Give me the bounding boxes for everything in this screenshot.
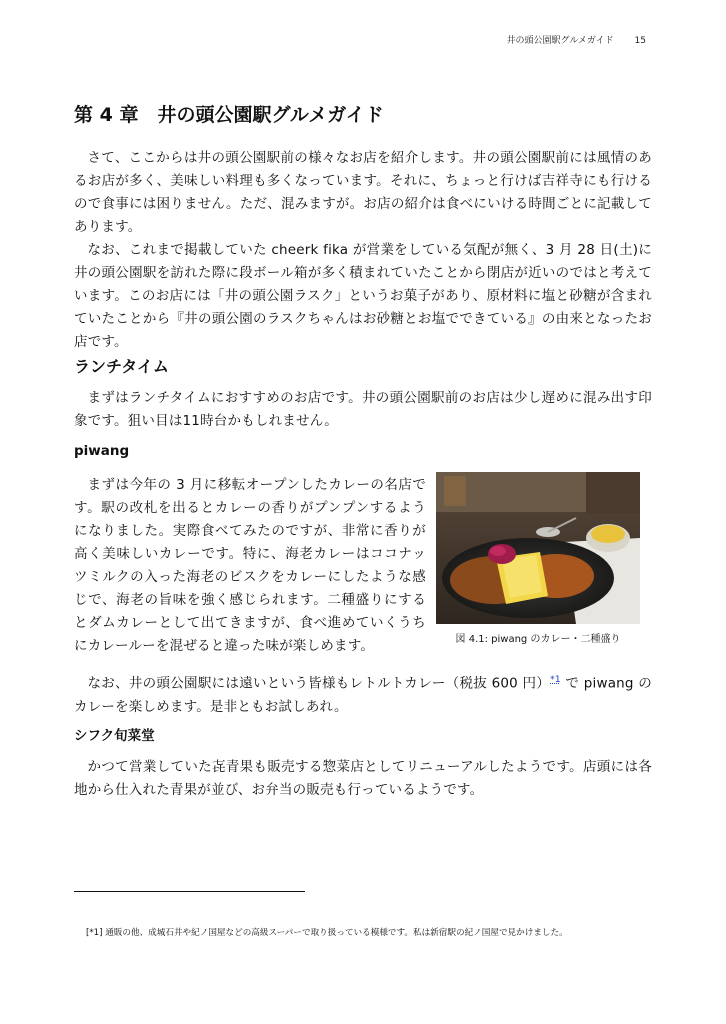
subsection-heading-piwang: piwang: [74, 443, 130, 459]
footnote-divider: [74, 891, 305, 892]
figure-piwang-curry: [436, 472, 640, 645]
piwang-paragraph-2-end: で piwang のカレーを楽しめます。是非ともお試しあれ。: [74, 675, 652, 715]
piwang-paragraph-2: [74, 669, 652, 719]
shifuku-paragraph: かつて営業していた㐂青果も販売する惣菜店としてリニューアルしたようです。店頭には各地から仕入れた青果が並び、お弁当の販売も行っているようです。: [74, 759, 652, 798]
intro-paragraph-2: なお、これまで掲載していた cheerk fika が営業をしている気配が無く、3 月 28 日(土)に井の頭公園駅を訪れた際に段ボール箱が多く積まれていたことから閉店が近いのではと考えています。このお店には「井の頭公園ラスク」というお菓子があり、原材料に塩と砂糖が含まれていたことから『井の頭公園のラスクちゃんはお砂糖とお塩でできている』の由来となったお店です。: [74, 242, 652, 350]
curry-photo: [436, 472, 640, 624]
chapter-title: 第 4 章 井の頭公園駅グルメガイド: [74, 104, 384, 126]
piwang-paragraph-2-start: なお、井の頭公園駅には遠いという皆様もレトルトカレー（税抜 600 円）: [87, 675, 551, 692]
figure-caption: 図 4.1: piwang のカレー・二種盛り: [455, 634, 621, 645]
running-header: [506, 33, 646, 46]
lunch-paragraph: まずはランチタイムにおすすめのお店です。井の頭公園駅前のお店は少し遅めに混み出す印象です。狙い目は11時台かもしれません。: [74, 390, 652, 429]
subsection-heading-shifuku: シフク旬菜堂: [74, 728, 155, 744]
footnote-1: [*1] 通販の他、成城石井や紀ノ国屋などの高級スーパーで取り扱っている模様です。私は新宿駅の紀ノ国屋で見かけました。: [86, 928, 568, 938]
running-header-title: 井の頭公園駅グルメガイド: [506, 36, 614, 46]
intro-paragraph-1: さて、ここからは井の頭公園駅前の様々なお店を紹介します。井の頭公園駅前には風情のあるお店が多く、美味しい料理も多くなっています。それに、ちょっと行けば吉祥寺にも行けるので食事には困りません。ただ、混みますが。お店の紹介は食べにいける時間ごとに記載してあります。: [74, 150, 652, 235]
section-heading-lunch: ランチタイム: [74, 357, 169, 376]
page-number: 15: [634, 36, 646, 46]
piwang-paragraph-1: まずは今年の 3 月に移転オープンしたカレーの名店です。駅の改札を出るとカレーの香りがプンプンするようになりました。実際食べてみたのですが、非常に香りが高く美味しいカレーです。特に、海老カレーはココナッツミルクの入った海老のビスクをカレーにしたような感じで、海老の旨味を強く感じられます。二種盛りにするとダムカレーとして出てきますが、食べ進めていくうちにカレールーを混ぜると違った味が楽しめます。: [74, 477, 426, 654]
footnote-reference-1[interactable]: *1: [550, 675, 561, 685]
